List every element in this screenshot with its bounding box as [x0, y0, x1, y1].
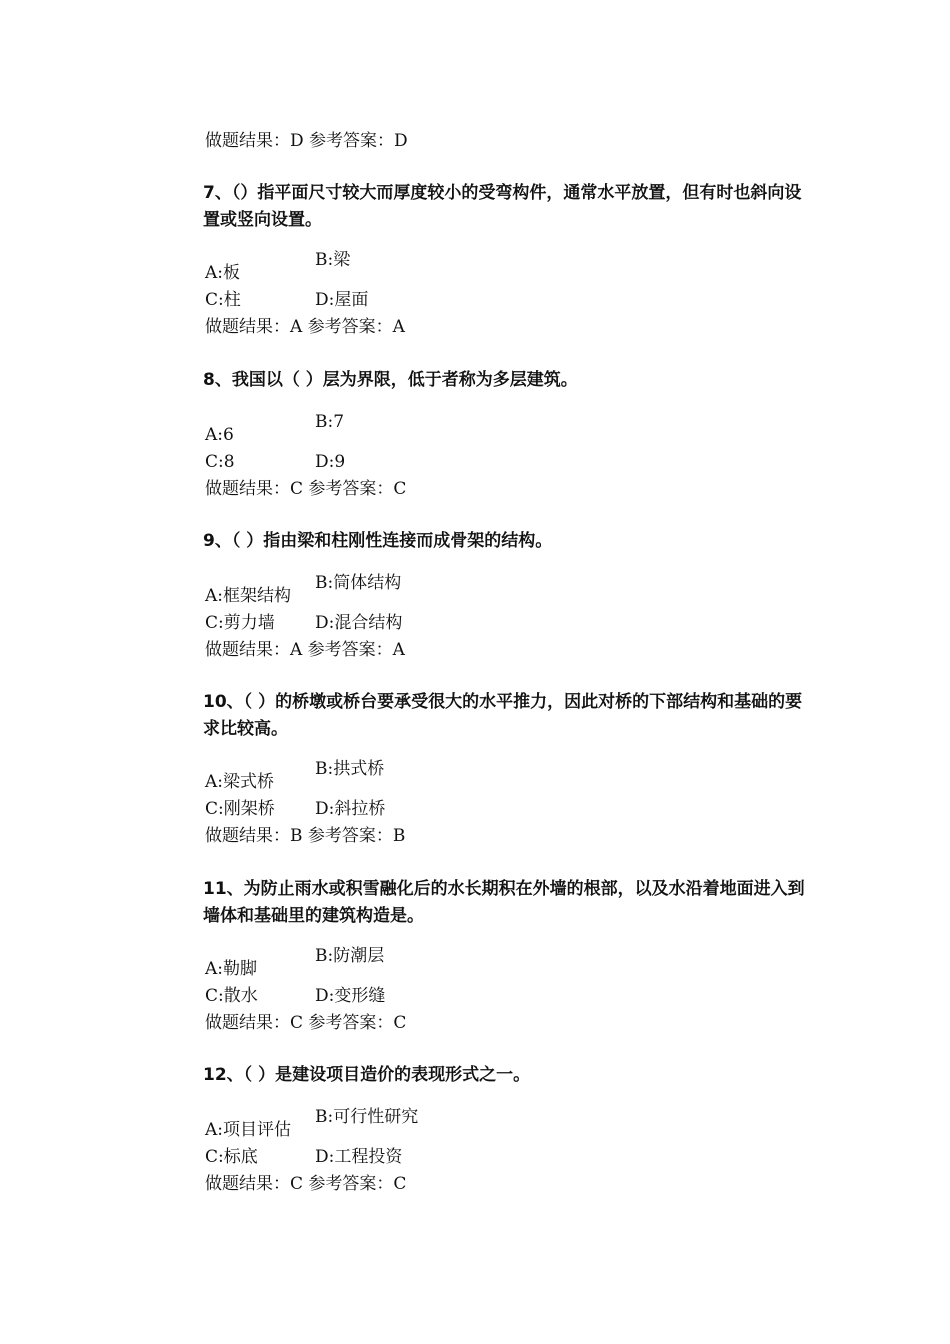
q11-option-d: D:变形缝 — [315, 986, 386, 1006]
q7-option-b: B:梁 — [315, 250, 351, 270]
q7-result: 做题结果：A 参考答案：A — [205, 317, 405, 337]
q7-option-a: A:板 — [205, 263, 241, 283]
q10-result: 做题结果：B 参考答案：B — [205, 826, 406, 846]
q10-option-c: C:刚架桥 — [205, 799, 275, 819]
q8-result: 做题结果：C 参考答案：C — [205, 479, 407, 499]
q8-option-a: A:6 — [205, 425, 234, 445]
q8-option-d: D:9 — [315, 452, 346, 472]
question-8: 8、我国以（ ）层为界限，低于者称为多层建筑。 — [203, 370, 578, 390]
question-11: 11、为防止雨水或积雪融化后的水长期积在外墙的根部，以及水沿着地面进入到墙体和基础里的建筑构造是。 — [203, 879, 805, 926]
q10-option-b: B:拱式桥 — [315, 759, 385, 779]
q11-option-c: C:散水 — [205, 986, 258, 1006]
q9-option-c: C:剪力墙 — [205, 613, 275, 633]
q12-option-c: C:标底 — [205, 1147, 258, 1167]
q10-option-a: A:梁式桥 — [205, 772, 275, 792]
q11-result: 做题结果：C 参考答案：C — [205, 1013, 407, 1033]
q9-option-b: B:筒体结构 — [315, 573, 402, 593]
question-9: 9、（ ）指由梁和柱刚性连接而成骨架的结构。 — [203, 531, 553, 551]
q9-option-a: A:框架结构 — [205, 586, 292, 606]
q12-option-b: B:可行性研究 — [315, 1107, 419, 1127]
q7-option-c: C:柱 — [205, 290, 241, 310]
q11-option-a: A:勒脚 — [205, 959, 258, 979]
q12-result: 做题结果：C 参考答案：C — [205, 1174, 407, 1194]
q10-option-d: D:斜拉桥 — [315, 799, 386, 819]
question-7: 7、（）指平面尺寸较大而厚度较小的受弯构件，通常水平放置，但有时也斜向设置或竖向设置。 — [203, 183, 802, 230]
question-12: 12、（ ）是建设项目造价的表现形式之一。 — [203, 1065, 531, 1085]
q7-option-d: D:屋面 — [315, 290, 369, 310]
q8-option-c: C:8 — [205, 452, 235, 472]
q9-result: 做题结果：A 参考答案：A — [205, 640, 405, 660]
previous-answer-result: 做题结果：D 参考答案：D — [205, 131, 408, 151]
q12-option-d: D:工程投资 — [315, 1147, 403, 1167]
question-10: 10、（ ）的桥墩或桥台要承受很大的水平推力，因此对桥的下部结构和基础的要求比较高。 — [203, 692, 803, 739]
q8-option-b: B:7 — [315, 412, 345, 432]
q9-option-d: D:混合结构 — [315, 613, 403, 633]
q12-option-a: A:项目评估 — [205, 1120, 292, 1140]
q11-option-b: B:防潮层 — [315, 946, 385, 966]
